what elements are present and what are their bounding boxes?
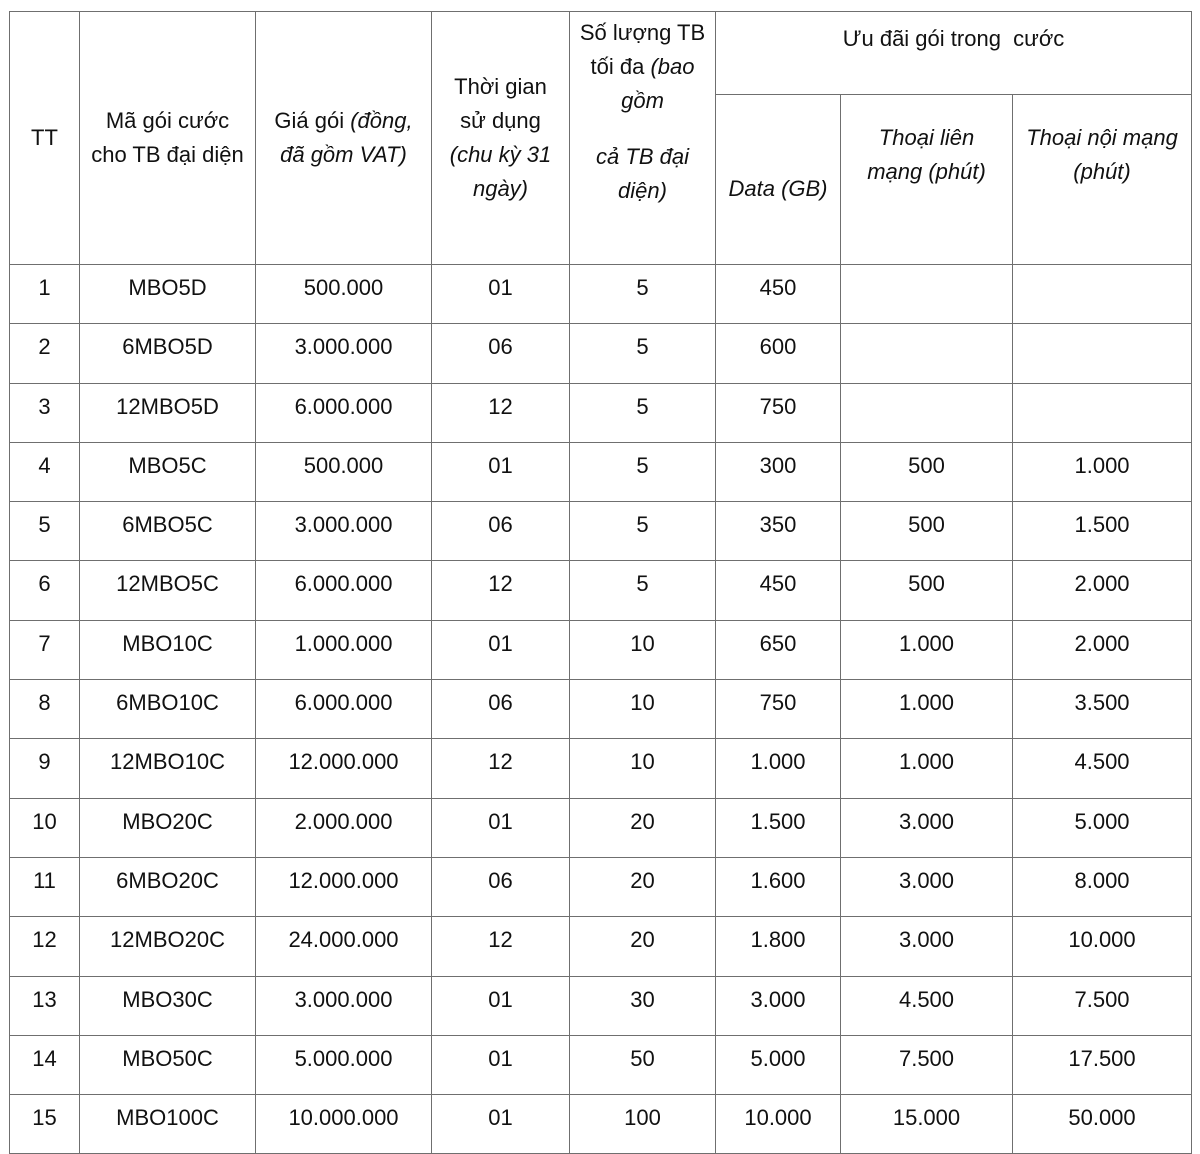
thoi-gian-cell: 01	[432, 1035, 570, 1094]
header-so-luong-italic3: gồm	[621, 88, 664, 113]
data-cell: 1.500	[716, 798, 841, 857]
thoai-lien-mang-cell: 15.000	[841, 1095, 1013, 1154]
thoai-noi-mang-cell	[1013, 383, 1192, 442]
gia-goi-cell: 24.000.000	[256, 917, 432, 976]
thoai-lien-mang-cell: 3.000	[841, 798, 1013, 857]
table-row	[10, 798, 1192, 857]
ma-goi-cell: MBO10C	[80, 620, 256, 679]
header-tt: TT	[10, 12, 80, 265]
gia-goi-cell: 6.000.000	[256, 383, 432, 442]
so-luong-cell: 10	[570, 620, 716, 679]
data-cell: 450	[716, 265, 841, 324]
gia-goi-cell: 500.000	[256, 265, 432, 324]
gia-goi-cell: 3.000.000	[256, 502, 432, 561]
ma-goi-cell: 6MBO5D	[80, 324, 256, 383]
table-body	[10, 265, 1192, 1154]
header-data-label: Data (GB)	[728, 175, 828, 201]
thoi-gian-cell: 01	[432, 976, 570, 1035]
thoai-lien-mang-cell	[841, 383, 1013, 442]
data-cell: 3.000	[716, 976, 841, 1035]
header-so-luong-italic4: cả TB đại	[596, 144, 689, 169]
ma-goi-cell: 12MBO5D	[80, 383, 256, 442]
header-thoi-gian-line2: sử dụng	[460, 108, 541, 133]
header-gia-goi-plain: Giá gói	[274, 108, 351, 133]
table-row	[10, 620, 1192, 679]
header-thoi-gian-italic1: (chu kỳ 31	[449, 142, 552, 167]
thoi-gian-cell: 01	[432, 1095, 570, 1154]
thoai-noi-mang-cell: 2.000	[1013, 561, 1192, 620]
thoi-gian-cell: 06	[432, 857, 570, 916]
table-row	[10, 265, 1192, 324]
thoai-lien-mang-cell: 500	[841, 442, 1013, 501]
so-luong-cell: 30	[570, 976, 716, 1035]
table-row	[10, 739, 1192, 798]
data-cell: 1.600	[716, 857, 841, 916]
table-row	[10, 502, 1192, 561]
header-thoai-noi-mang-line1: Thoại nội mạng	[1026, 125, 1178, 150]
tt-cell: 14	[10, 1035, 80, 1094]
thoi-gian-cell: 12	[432, 561, 570, 620]
table-row	[10, 442, 1192, 501]
header-gia-goi-italic1: (đồng,	[350, 108, 413, 133]
ma-goi-cell: 12MBO20C	[80, 917, 256, 976]
thoai-noi-mang-cell: 50.000	[1013, 1095, 1192, 1154]
thoi-gian-cell: 06	[432, 680, 570, 739]
table-row	[10, 917, 1192, 976]
thoai-noi-mang-cell: 3.500	[1013, 680, 1192, 739]
header-thoai-lien-mang-line2: mạng (phút)	[867, 159, 986, 184]
gia-goi-cell: 6.000.000	[256, 680, 432, 739]
table-row	[10, 1035, 1192, 1094]
package-table	[9, 11, 1192, 1154]
so-luong-cell: 5	[570, 442, 716, 501]
so-luong-cell: 5	[570, 324, 716, 383]
so-luong-cell: 5	[570, 561, 716, 620]
header-so-luong-italic5: diện)	[618, 178, 667, 203]
ma-goi-cell: MBO20C	[80, 798, 256, 857]
ma-goi-cell: 6MBO20C	[80, 857, 256, 916]
so-luong-cell: 20	[570, 798, 716, 857]
tt-cell: 6	[10, 561, 80, 620]
thoai-noi-mang-cell	[1013, 324, 1192, 383]
thoai-noi-mang-cell: 5.000	[1013, 798, 1192, 857]
gia-goi-cell: 5.000.000	[256, 1035, 432, 1094]
thoi-gian-cell: 06	[432, 502, 570, 561]
thoai-lien-mang-cell	[841, 265, 1013, 324]
header-thoai-lien-mang-line1: Thoại liên	[878, 125, 975, 150]
thoai-noi-mang-cell: 2.000	[1013, 620, 1192, 679]
header-thoi-gian	[432, 12, 570, 265]
gia-goi-cell: 12.000.000	[256, 857, 432, 916]
ma-goi-cell: MBO5D	[80, 265, 256, 324]
header-uu-dai: Ưu đãi gói trong cước	[716, 12, 1192, 95]
data-cell: 350	[716, 502, 841, 561]
table-row	[10, 561, 1192, 620]
header-thoi-gian-italic2: ngày)	[472, 176, 529, 201]
data-cell: 750	[716, 383, 841, 442]
data-cell: 5.000	[716, 1035, 841, 1094]
header-gia-goi	[256, 12, 432, 265]
data-cell: 10.000	[716, 1095, 841, 1154]
tt-cell: 8	[10, 680, 80, 739]
tt-cell: 12	[10, 917, 80, 976]
thoi-gian-cell: 12	[432, 739, 570, 798]
thoai-lien-mang-cell: 500	[841, 561, 1013, 620]
thoi-gian-cell: 12	[432, 383, 570, 442]
ma-goi-cell: MBO5C	[80, 442, 256, 501]
thoi-gian-cell: 01	[432, 798, 570, 857]
data-cell: 1.800	[716, 917, 841, 976]
ma-goi-cell: MBO30C	[80, 976, 256, 1035]
table-row	[10, 976, 1192, 1035]
tt-cell: 9	[10, 739, 80, 798]
tt-cell: 1	[10, 265, 80, 324]
ma-goi-cell: 12MBO10C	[80, 739, 256, 798]
data-cell: 650	[716, 620, 841, 679]
header-thoi-gian-line1: Thời gian	[454, 74, 547, 99]
header-ma-goi	[80, 12, 256, 265]
gia-goi-cell: 10.000.000	[256, 1095, 432, 1154]
so-luong-cell: 100	[570, 1095, 716, 1154]
data-cell: 750	[716, 680, 841, 739]
gia-goi-cell: 1.000.000	[256, 620, 432, 679]
package-table-container	[9, 11, 1192, 1154]
thoai-noi-mang-cell: 7.500	[1013, 976, 1192, 1035]
ma-goi-cell: 6MBO5C	[80, 502, 256, 561]
gia-goi-cell: 500.000	[256, 442, 432, 501]
header-so-luong-plain2: tối đa	[590, 54, 651, 79]
so-luong-cell: 5	[570, 265, 716, 324]
thoai-noi-mang-cell: 17.500	[1013, 1035, 1192, 1094]
thoi-gian-cell: 01	[432, 442, 570, 501]
thoai-lien-mang-cell: 1.000	[841, 680, 1013, 739]
so-luong-cell: 5	[570, 502, 716, 561]
table-row	[10, 383, 1192, 442]
thoai-noi-mang-cell: 8.000	[1013, 857, 1192, 916]
thoai-lien-mang-cell: 1.000	[841, 620, 1013, 679]
table-row	[10, 324, 1192, 383]
header-so-luong-line1: Số lượng TB	[579, 20, 706, 45]
thoi-gian-cell: 01	[432, 620, 570, 679]
header-so-luong	[570, 12, 716, 265]
header-thoai-noi-mang-line2: (phút)	[1073, 159, 1131, 184]
thoai-noi-mang-cell: 10.000	[1013, 917, 1192, 976]
so-luong-cell: 5	[570, 383, 716, 442]
thoai-noi-mang-cell: 1.000	[1013, 442, 1192, 501]
thoai-noi-mang-cell: 4.500	[1013, 739, 1192, 798]
so-luong-cell: 20	[570, 857, 716, 916]
gia-goi-cell: 3.000.000	[256, 324, 432, 383]
ma-goi-cell: MBO50C	[80, 1035, 256, 1094]
tt-cell: 11	[10, 857, 80, 916]
header-ma-goi-line2: cho TB đại diện	[91, 142, 244, 167]
table-row	[10, 680, 1192, 739]
table-row	[10, 857, 1192, 916]
gia-goi-cell: 3.000.000	[256, 976, 432, 1035]
tt-cell: 4	[10, 442, 80, 501]
tt-cell: 13	[10, 976, 80, 1035]
ma-goi-cell: MBO100C	[80, 1095, 256, 1154]
so-luong-cell: 10	[570, 680, 716, 739]
tt-cell: 3	[10, 383, 80, 442]
tt-cell: 15	[10, 1095, 80, 1154]
tt-cell: 5	[10, 502, 80, 561]
tt-cell: 7	[10, 620, 80, 679]
thoai-lien-mang-cell: 3.000	[841, 857, 1013, 916]
ma-goi-cell: 12MBO5C	[80, 561, 256, 620]
thoai-noi-mang-cell	[1013, 265, 1192, 324]
thoi-gian-cell: 12	[432, 917, 570, 976]
so-luong-cell: 10	[570, 739, 716, 798]
gia-goi-cell: 6.000.000	[256, 561, 432, 620]
data-cell: 300	[716, 442, 841, 501]
ma-goi-cell: 6MBO10C	[80, 680, 256, 739]
header-thoai-lien-mang	[841, 95, 1013, 265]
thoi-gian-cell: 06	[432, 324, 570, 383]
tt-cell: 2	[10, 324, 80, 383]
gia-goi-cell: 2.000.000	[256, 798, 432, 857]
data-cell: 600	[716, 324, 841, 383]
thoai-lien-mang-cell	[841, 324, 1013, 383]
gia-goi-cell: 12.000.000	[256, 739, 432, 798]
thoai-lien-mang-cell: 3.000	[841, 917, 1013, 976]
so-luong-cell: 50	[570, 1035, 716, 1094]
data-cell: 1.000	[716, 739, 841, 798]
header-thoai-noi-mang	[1013, 95, 1192, 265]
thoai-lien-mang-cell: 4.500	[841, 976, 1013, 1035]
thoi-gian-cell: 01	[432, 265, 570, 324]
thoai-noi-mang-cell: 1.500	[1013, 502, 1192, 561]
so-luong-cell: 20	[570, 917, 716, 976]
data-cell: 450	[716, 561, 841, 620]
header-data	[716, 95, 841, 265]
table-row	[10, 1095, 1192, 1154]
tt-cell: 10	[10, 798, 80, 857]
thoai-lien-mang-cell: 7.500	[841, 1035, 1013, 1094]
header-so-luong-italic2: (bao	[650, 54, 695, 79]
header-gia-goi-italic2: đã gồm VAT)	[280, 142, 407, 167]
header-ma-goi-line1: Mã gói cước	[105, 108, 230, 133]
thoai-lien-mang-cell: 1.000	[841, 739, 1013, 798]
thoai-lien-mang-cell: 500	[841, 502, 1013, 561]
